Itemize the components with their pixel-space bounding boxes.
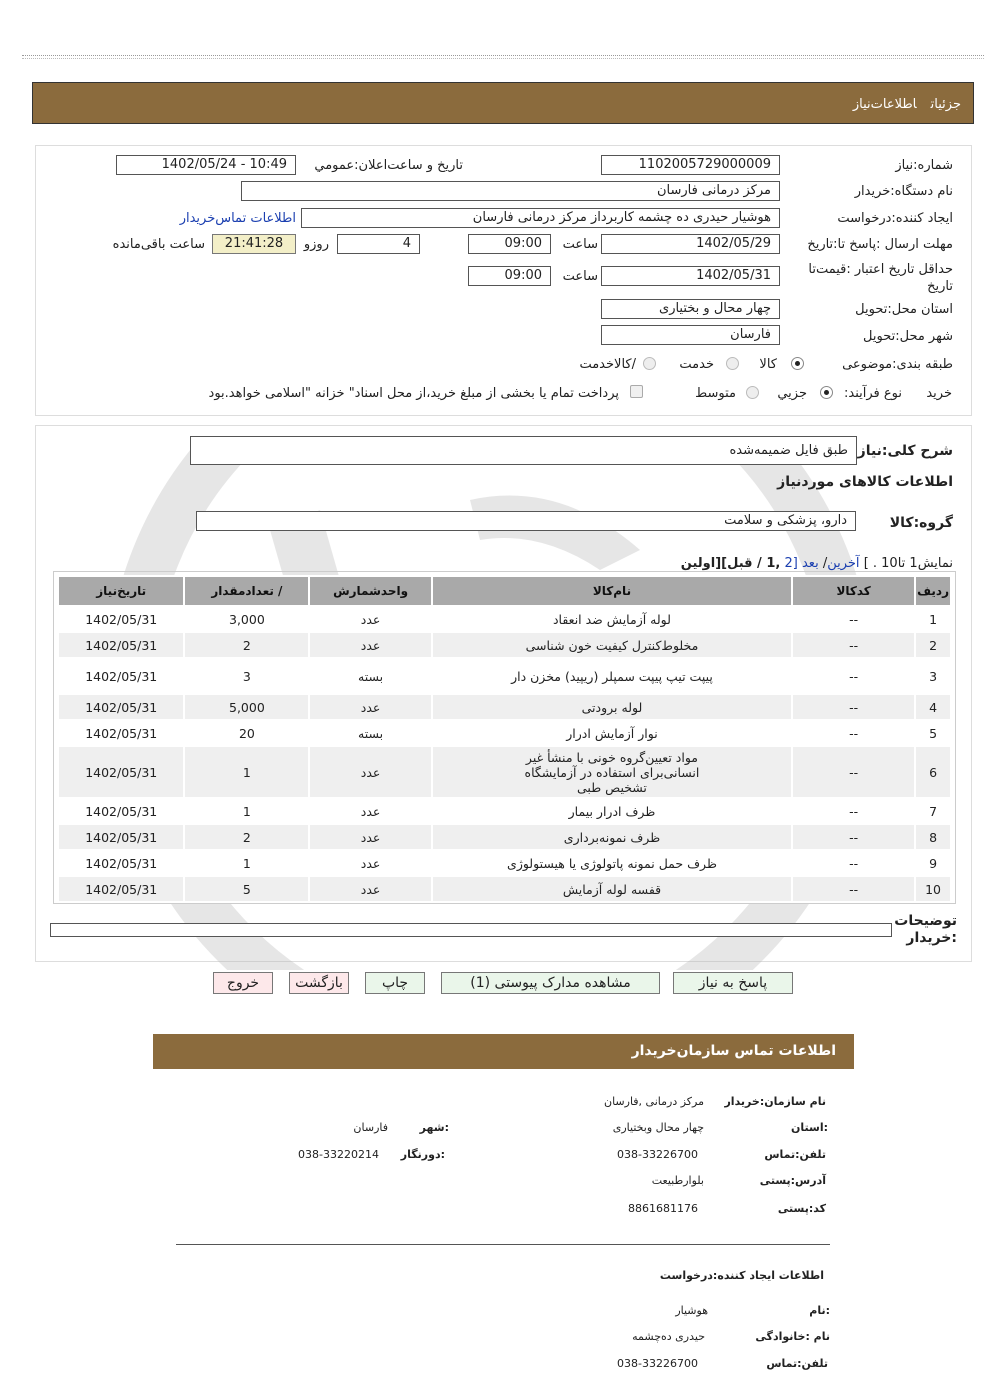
table-row (58, 694, 951, 720)
header-bar (32, 82, 974, 124)
deadline-date-field: 1402/05/29 (601, 234, 780, 254)
category-goods-label: کالا (759, 357, 777, 372)
cell-date: 1402/05/31 (58, 850, 184, 876)
city-label: شهر محل:تحویل (863, 329, 953, 344)
header-tabs (839, 97, 961, 112)
cell-unit: عدد (309, 876, 431, 902)
buyer-contact-link-text[interactable]: اطلاعات تماس‌خریدار (179, 211, 296, 226)
cell-qty: 3,000 (184, 606, 309, 632)
table-row (58, 606, 951, 632)
process-small-label: جزیي (777, 386, 807, 401)
cell-code: -- (792, 606, 915, 632)
back-button[interactable]: بازگشت (289, 972, 349, 994)
cell-name: ظرف حمل نمونه پاتولوژی یا هیستولوژی (432, 850, 792, 876)
cell-name: لوله برودتی (432, 694, 792, 720)
tab-details[interactable]: جزئیات (930, 97, 961, 112)
table-row (58, 876, 951, 902)
cell-qty: 20 (184, 720, 309, 746)
process-medium-label: متوسط (695, 386, 736, 401)
cell-row: 2 (915, 632, 951, 658)
cell-name: پیپت تیپ پیپت سمپلر (ریپید) مخزن دار (432, 658, 792, 694)
process-medium-radio[interactable] (746, 386, 759, 399)
deadline-hour-label: ساعت (562, 237, 598, 252)
table-row (58, 746, 951, 798)
table-header (58, 576, 951, 606)
cell-qty: 2 (184, 824, 309, 850)
announce-label: تاریخ و ساعت‌اعلان:عمومي (314, 158, 463, 173)
days-field: 4 (337, 234, 420, 254)
contact-divider (176, 1244, 830, 1245)
cell-qty: 1 (184, 798, 309, 824)
pager: نمایش1 تا10 . ] آخرین/ بعد [2 ,1 / قبل][اولین (680, 556, 953, 571)
cell-qty: 1 (184, 850, 309, 876)
org-label: نام سازمان:خریدار (724, 1095, 826, 1108)
province-field: چهار محال و بختیاری (601, 299, 780, 319)
city-contact-label: :شهر (419, 1121, 449, 1134)
cell-code: -- (792, 720, 915, 746)
group-field: دارو، پزشکی و سلامت (196, 511, 856, 531)
category-both-radio[interactable] (643, 357, 656, 370)
buyer-notes-field (50, 923, 892, 937)
city-field: فارسان (601, 325, 780, 345)
col-unit: واحدشمارش (309, 576, 431, 606)
cell-date: 1402/05/31 (58, 798, 184, 824)
need-number-field: 1102005729000009 (601, 155, 780, 175)
fax-label: :دورنگار (400, 1148, 445, 1161)
cell-name: ظرف نمونه‌برداری (432, 824, 792, 850)
table-row (58, 658, 951, 694)
deadline-time-field: 09:00 (468, 234, 551, 254)
announce-field: 1402/05/24 - 10:49 (116, 155, 296, 175)
reply-button[interactable]: پاسخ به نیاز (673, 972, 793, 994)
cell-row: 1 (915, 606, 951, 632)
cell-unit: بسته (309, 720, 431, 746)
cell-code: -- (792, 850, 915, 876)
cell-name: مخلوط‌کنترل کیفیت خون شناسی (432, 632, 792, 658)
cell-qty: 3 (184, 658, 309, 694)
validity-date-field: 1402/05/31 (601, 266, 780, 286)
cell-unit: عدد (309, 632, 431, 658)
cell-row: 10 (915, 876, 951, 902)
category-service-label: خدمت (679, 357, 714, 372)
cell-code: -- (792, 876, 915, 902)
buyer-contact-link[interactable] (180, 211, 296, 226)
pager-next-link[interactable]: بعد (801, 556, 819, 571)
table-row (58, 632, 951, 658)
contact-header (153, 1034, 854, 1069)
deadline-label: مهلت ارسال :پاسخ تا:تاریخ (807, 237, 953, 252)
category-both-label: /کالاخدمت (579, 357, 636, 372)
category-service-radio[interactable] (726, 357, 739, 370)
treasury-payment-checkbox[interactable] (630, 385, 643, 398)
cell-unit: عدد (309, 798, 431, 824)
cell-name: نوار آزمایش ادرار (432, 720, 792, 746)
goods-title: اطلاعات کالاهای موردنیاز (777, 474, 953, 490)
creator-label: ایجاد کننده:درخواست (837, 211, 953, 226)
print-button[interactable]: چاپ (365, 972, 425, 994)
top-divider-2 (22, 58, 984, 59)
buyer-org-field: مرکز درمانی فارسان (241, 181, 780, 201)
fax-value: 038-33220214 (298, 1148, 379, 1161)
cell-row: 4 (915, 694, 951, 720)
table-row (58, 798, 951, 824)
category-label: طبقه بندی:موضوعی (842, 357, 953, 372)
cell-row: 8 (915, 824, 951, 850)
province-label: استان محل:تحویل (855, 302, 953, 317)
cell-row: 6 (915, 746, 951, 798)
city-contact-value: فارسان (353, 1121, 388, 1134)
address-value: بلوارطبیعت (651, 1174, 704, 1187)
cell-unit: عدد (309, 606, 431, 632)
postal-label: کد:پستی (777, 1202, 826, 1215)
cell-unit: عدد (309, 850, 431, 876)
cell-name: قفسه لوله آزمایش (432, 876, 792, 902)
cell-code: -- (792, 694, 915, 720)
table-row (58, 824, 951, 850)
summary-field: طبق فایل ضمیمه‌شده (190, 436, 857, 465)
remaining-label: ساعت باقی‌مانده (112, 237, 205, 252)
need-number-label: شماره:نیاز (895, 158, 953, 173)
pager-last-link[interactable]: آخرین (827, 556, 860, 571)
validity-label: حداقل تاریخ اعتبار :قیمت‌تا تاریخ (808, 262, 953, 294)
creator-phone-label: تلفن:تماس (766, 1357, 828, 1370)
cell-date: 1402/05/31 (58, 720, 184, 746)
name-label: :نام (809, 1304, 830, 1317)
buyer-org-label: نام دستگاه:خریدار (854, 184, 953, 199)
cell-row: 3 (915, 658, 951, 694)
buyer-notes-label: توضیحات :خریدار (894, 913, 957, 946)
summary-label: شرح کلی:نیاز (857, 443, 953, 459)
category-goods-radio[interactable] (791, 357, 804, 370)
cell-code: -- (792, 632, 915, 658)
creator-info-title: اطلاعات ایجاد کننده:درخواست (659, 1269, 824, 1282)
cell-code: -- (792, 798, 915, 824)
items-table (57, 575, 952, 903)
name-value: هوشیار (675, 1304, 708, 1317)
postal-value: 8861681176 (628, 1202, 698, 1215)
cell-code: -- (792, 746, 915, 798)
phone-value: 038-33226700 (617, 1148, 698, 1161)
cell-unit: عدد (309, 824, 431, 850)
col-code: کدکالا (792, 576, 915, 606)
view-documents-button[interactable]: مشاهده مدارک پیوستی (1) (441, 972, 660, 994)
treasury-payment-label: پرداخت تمام یا بخشی از مبلغ خرید،از محل اسناد" خزانه "اسلامی خواهد.بود (208, 386, 619, 401)
remaining-time-field: 21:41:28 (212, 234, 296, 254)
cell-qty: 1 (184, 746, 309, 798)
cell-code: -- (792, 658, 915, 694)
group-label: گروه:کالا (889, 515, 953, 531)
address-label: آدرس:پستی (759, 1174, 826, 1187)
cell-date: 1402/05/31 (58, 876, 184, 902)
validity-time-field: 09:00 (468, 266, 551, 286)
process-label: نوع فرآیند: (844, 386, 902, 401)
cell-qty: 5 (184, 876, 309, 902)
cell-name: مواد تعیین‌گروه خونی با منشأ غیر انسانی‌برای استفاده در آزمایشگاه تشخیص طبی (432, 746, 792, 798)
cell-row: 5 (915, 720, 951, 746)
process-buy-label: خرید (926, 386, 952, 401)
family-label: نام :خانوادگی (755, 1330, 830, 1343)
cell-date: 1402/05/31 (58, 632, 184, 658)
cell-date: 1402/05/31 (58, 606, 184, 632)
day-label: روزو (303, 237, 329, 252)
creator-phone-value: 038-33226700 (617, 1357, 698, 1370)
cell-date: 1402/05/31 (58, 694, 184, 720)
process-small-radio[interactable] (820, 386, 833, 399)
col-name: نام‌کالا (432, 576, 792, 606)
col-qty: / تعدادمقدار (184, 576, 309, 606)
exit-button[interactable]: خروج (213, 972, 273, 994)
validity-hour-label: ساعت (562, 269, 598, 284)
cell-qty: 5,000 (184, 694, 309, 720)
cell-row: 7 (915, 798, 951, 824)
cell-qty: 2 (184, 632, 309, 658)
col-row: ردیف (915, 576, 951, 606)
cell-unit: عدد (309, 694, 431, 720)
tab-need-info[interactable]: اطلاعات‌نیاز (852, 97, 917, 112)
cell-date: 1402/05/31 (58, 824, 184, 850)
pager-rest: ,1 / قبل][اولین (680, 556, 781, 571)
cell-unit: عدد (309, 746, 431, 798)
cell-name: لوله آزمایش ضد انعقاد (432, 606, 792, 632)
col-date: تاریخ‌نیاز (58, 576, 184, 606)
cell-row: 9 (915, 850, 951, 876)
cell-date: 1402/05/31 (58, 746, 184, 798)
cell-date: 1402/05/31 (58, 658, 184, 694)
cell-code: -- (792, 824, 915, 850)
table-row (58, 850, 951, 876)
phone-label: تلفن:تماس (764, 1148, 826, 1161)
pager-show: نمایش1 تا10 . ] (863, 556, 953, 571)
top-divider (22, 55, 984, 56)
province-contact-value: چهار محال وبختیاری (612, 1121, 704, 1134)
province-contact-label: :استان (791, 1121, 828, 1134)
cell-name: ظرف ادرار بیمار (432, 798, 792, 824)
family-value: حیدری ده‌چشمه (632, 1330, 705, 1343)
pager-page-2-link[interactable]: [2 (784, 556, 798, 571)
cell-unit: بسته (309, 658, 431, 694)
creator-field: هوشیار حیدری ده چشمه کاربرداز مرکز درمانی فارسان (301, 208, 780, 228)
table-row (58, 720, 951, 746)
org-value: مرکز درمانی ,فارسان (603, 1095, 704, 1108)
contact-title: اطلاعات تماس سازمان‌خریدار (631, 1043, 836, 1059)
